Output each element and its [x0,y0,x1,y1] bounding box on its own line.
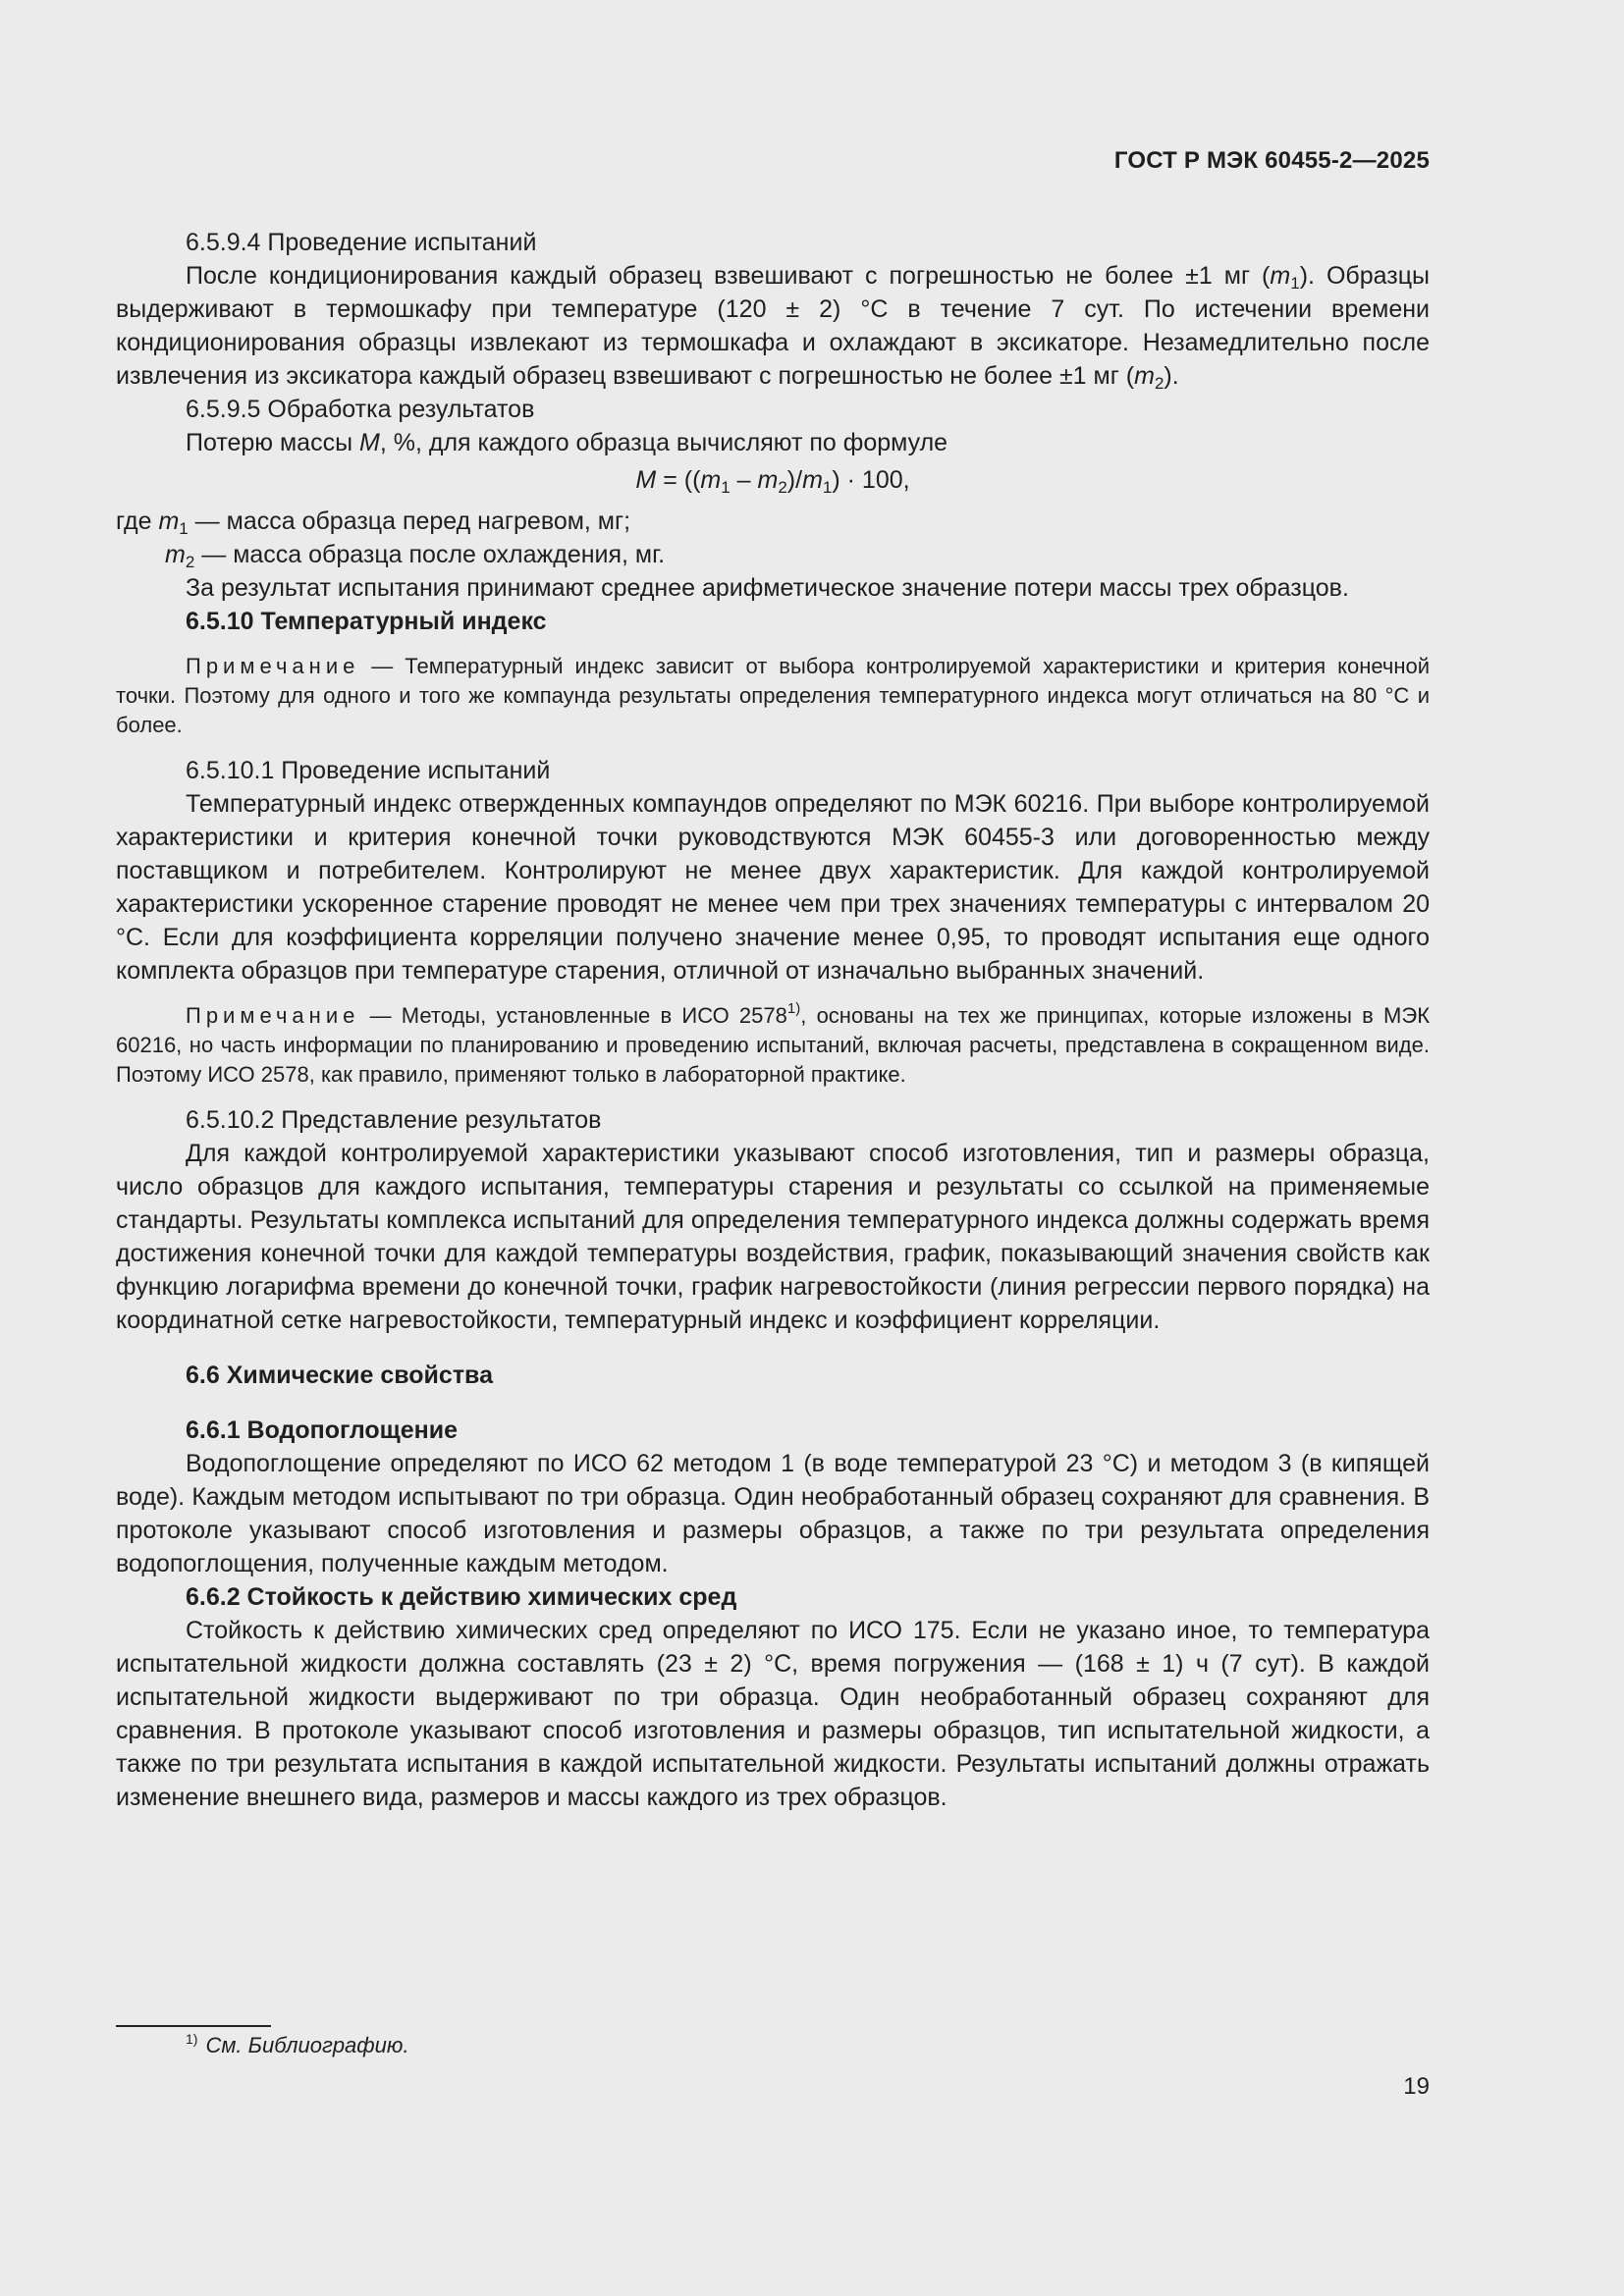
section-heading-6-5-10-1: 6.5.10.1 Проведение испытаний [186,757,551,784]
section-heading-6-6-1: 6.6.1 Водопоглощение [186,1416,459,1444]
note-temperature-index: Примечание — Температурный индекс зависит от выбора контролируемой характеристики и критерия конечной точки. Поэтому для одного и того же компаунда результаты определения температурного индекса могут отличаться на 80 °С и более. [116,654,1430,737]
formula-mass-loss: $M = ((m_1 - m_2)/m_1) \cdot 100$, [635,466,910,497]
section-heading-6-5-9-4: 6.5.9.4 Проведение испытаний [186,229,537,256]
footnote-mark: 1) [186,2031,198,2047]
paragraph-temperature-index: Температурный индекс отвержденных компаундов определяют по МЭК 60216. При выборе контролируемой характеристики и критерия конечной точки руководствуются МЭК 60455-3 или договоренностью между поставщиком и потребителем. Контролируют не менее двух характеристик. Для каждой контролируемой характеристики ускоренное старение проводят не менее чем при трех значениях температуры с интервалом 20 °С. Если для коэффициента корреляции получено значение менее 0,95, то проводят испытания еще одного комплекта образцов при температуре старения, отличной от изначально выбранных значений. [116,790,1430,985]
footnote [186,2031,409,2060]
footnote-ref[interactable]: 1) [786,1000,801,1017]
note-iso-2578: Примечание — Методы, установленные в ИСО 2578$^{1)}$, основаны на тех же принципах, которые изложены в МЭК 60216, но часть информации по планированию и проведению испытаний, включая расчеты, представлена в сокращенном виде. Поэтому ИСО 2578, как правило, применяют только в лабораторной практике. [116,1000,1431,1087]
document-header: ГОСТ Р МЭК 60455-2—2025 [1113,147,1430,174]
footnote-divider [116,2025,271,2027]
paragraph-weighing: После кондиционирования каждый образец взвешивают с погрешностью не более ±1 мг $(m_1)$. Образцы выдерживают в термошкафу при температуре (120 ± 2) °С в течение 7 сут. По истечении времени кондиционирования образцы извлекают из термошкафа и охлаждают в эксикаторе. Незамедлительно после извлечения из эксикатора каждый образец взвешивают с погрешностью не более ±1 мг $(m_2)$. [116,262,1430,393]
formula-where-m1: где $m_1$ — масса образца перед нагревом, мг; [116,507,631,538]
paragraph-chemical-resistance: Стойкость к действию химических сред определяют по ИСО 175. Если не указано иное, то температура испытательной жидкости должна составлять (23 ± 2) °С, время погружения — (168 ± 1) ч (7 сут). В каждой испытательной жидкости выдерживают по три образца. Один необработанный образец сохраняют для сравнения. В протоколе указывают способ изготовления и размеры образцов, тип испытательной жидкости, а также по три результата испытания в каждой испытательной жидкости. Результаты испытаний должны отражать изменение внешнего вида, размеров и массы каждого из трех образцов. [116,1617,1430,1811]
paragraph-mass-loss: Потерю массы M, %, для каждого образца вычисляют по формуле [186,429,948,456]
footnote-text: См. Библиографию. [205,2033,409,2057]
paragraph-water-absorption: Водопоглощение определяют по ИСО 62 методом 1 (в воде температурой 23 °С) и методом 3 (в кипящей воде). Каждым методом испытывают по три образца. Один необработанный образец сохраняют для сравнения. В протоколе указывают способ изготовления и размеры образцов, а также по три результата определения водопоглощения, полученные каждым методом. [116,1450,1430,1577]
section-heading-6-5-10-2: 6.5.10.2 Представление результатов [186,1106,602,1134]
page-number: 19 [1403,2073,1430,2100]
section-heading-6-6: 6.6 Химические свойства [186,1362,494,1389]
section-heading-6-5-9-5: 6.5.9.5 Обработка результатов [186,396,535,423]
paragraph-result: За результат испытания принимают среднее арифметическое значение потери массы трех образцов. [186,574,1349,602]
formula-where-m2: $m_2$ — масса образца после охлаждения, мг. [165,541,666,571]
section-heading-6-5-10: 6.5.10 Температурный индекс [186,608,547,635]
document-body [116,226,1430,1814]
paragraph-results-presentation: Для каждой контролируемой характеристики указывают способ изготовления, тип и размеры образца, число образцов для каждого испытания, температуры старения и результаты со ссылкой на применяемые стандарты. Результаты комплекса испытаний для определения температурного индекса должны содержать время достижения конечной точки для каждой температуры воздействия, график, показывающий значения свойств как функцию логарифма времени до конечной точки, график нагревостойкости (линия регрессии первого порядка) на координатной сетке нагревостойкости, температурный индекс и коэффициент корреляции. [116,1140,1430,1334]
section-heading-6-6-2: 6.6.2 Стойкость к действию химических сред [186,1583,737,1611]
